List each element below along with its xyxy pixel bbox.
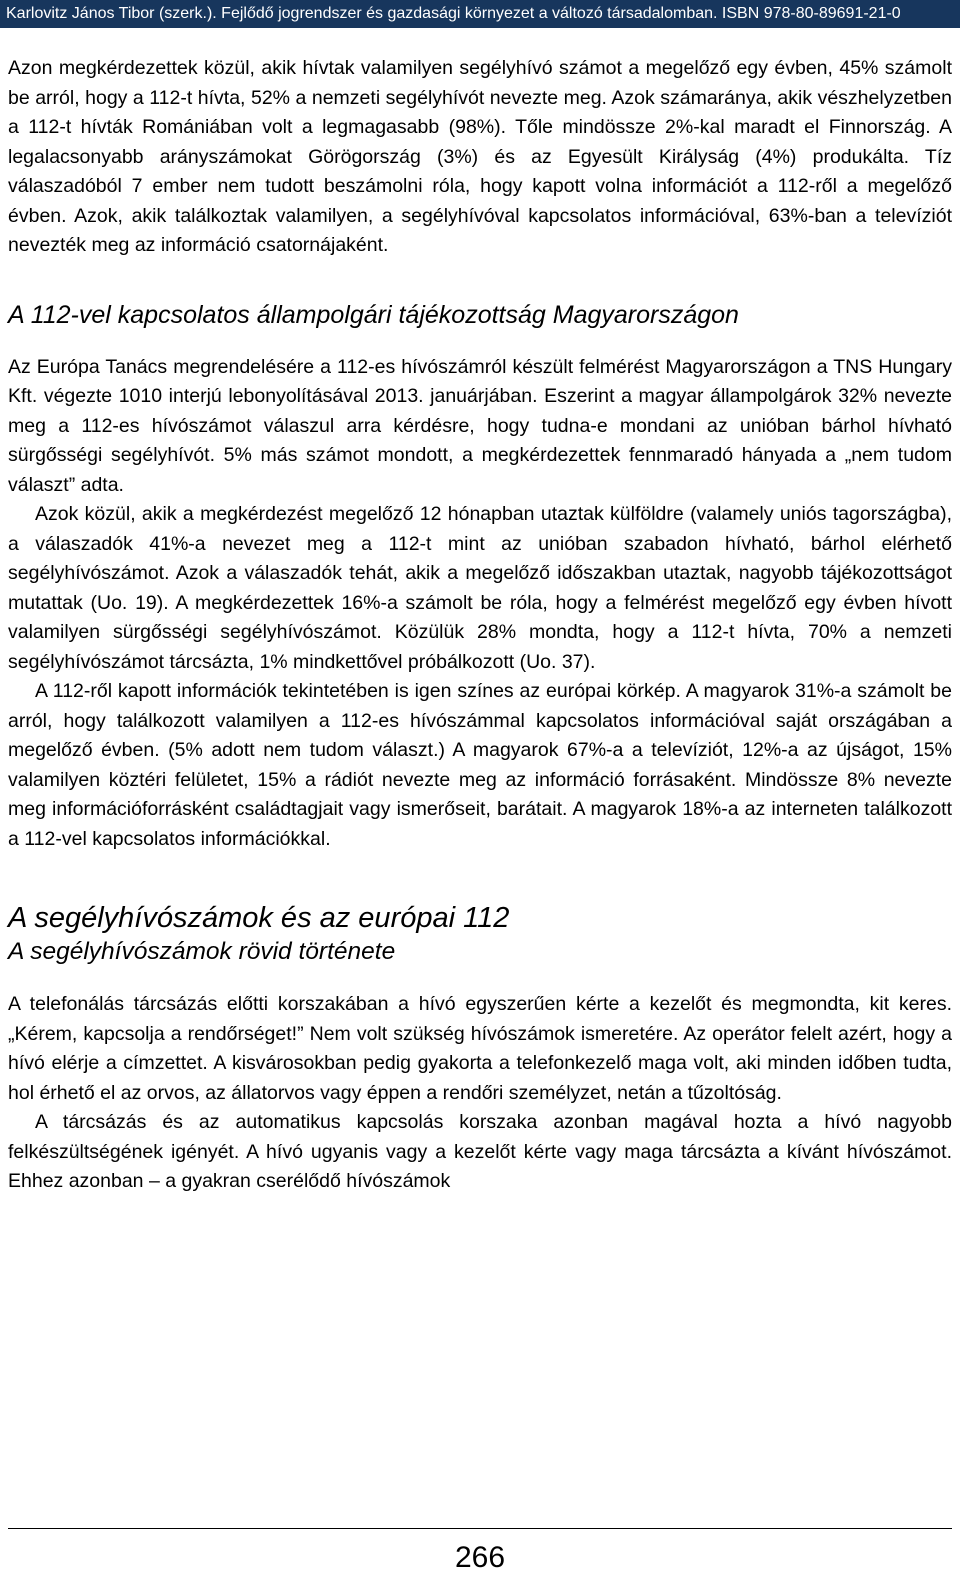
body-paragraph: A tárcsázás és az automatikus kapcsolás korszaka azonban magával hozta a hívó nagyobb felkészültségének igényét. A hívó ugyanis vagy a kezelőt kérte vagy maga tárcsázta a kívánt hívószámot. Ehhez azonban – a gyakran cserélődő hívószámok (8, 1111, 952, 1192)
subsection-heading: A segélyhívószámok rövid története (8, 938, 396, 965)
body-paragraph: Azok közül, akik a megkérdezést megelőző 12 hónapban utaztak külföldre (valamely uniós tagországba), a válaszadók 41%-a nevezet meg a 112-t mint az unióban szabadon hívható, bárhol elérhető segélyhívószámot. Azok a válaszadók tehát, akik a megelőző időszakban utaztak, nagyobb tájékozottságot mutattak (Uo. 19). A megkérdezettek 16%-a számolt be róla, hogy a felmérést megelőző egy évben hívott valamilyen sürgősségi segélyhívószámot. Közülük 28% mondta, hogy a 112-t hívta, 70% a nemzeti segélyhívószámot tárcsázta, 1% mindkettővel próbálkozott (Uo. 37). (8, 503, 952, 673)
document-body (8, 54, 952, 1197)
running-header (0, 0, 960, 28)
chapter-heading: A segélyhívószámok és az európai 112 (8, 902, 510, 934)
body-paragraph: A 112-ről kapott információk tekintetében is igen színes az európai körkép. A magyarok 31%-a számolt be arról, hogy találkozott valamilyen a 112-es hívószámmal kapcsolatos információval saját országában a megelőző évben. (5% adott nem tudom választ.) A magyarok 67%-a a televíziót, 12%-a az újságot, 15% valamilyen köztéri felületet, 15% a rádiót nevezte meg az információ forrásaként. Mindössze 8% nevezte meg információforrásként családtagjait vagy ismerőseit, barátait. A magyarok 18%-a az interneten találkozott a 112-vel kapcsolatos információkkal. (8, 680, 952, 850)
footer-divider (8, 1528, 952, 1529)
page-footer (0, 1528, 960, 1585)
intro-paragraph: Azon megkérdezettek közül, akik hívtak valamilyen segélyhívó számot a megelőző egy évben, 45% számolt be arról, hogy a 112-t hívta, 52% a nemzeti segélyhívót nevezte meg. Azok számaránya, akik vészhelyzetben a 112-t hívták Romániában volt a legmagasabb (98%). Tőle mindössze 2%-kal maradt el Finnország. A legalacsonyabb arányszámokat Görögország (3%) és az Egyesült Királyság (4%) produkálta. Tíz válaszadóból 7 ember nem tudott beszámolni róla, hogy kapott volna információt a 112-ről a megelőző évben. Azok, akik találkoztak valamilyen, a segélyhívóval kapcsolatos információval, 63%-ban a televíziót nevezték meg az információ csatornájaként. (8, 57, 952, 256)
body-paragraph: Az Európa Tanács megrendelésére a 112-es hívószámról készült felmérést Magyarországon a TNS Hungary Kft. végezte 1010 interjú lebonyolításával 2013. januárjában. Eszerint a magyar állampolgárok 32% nevezte meg a 112-es hívószámot válaszul arra kérdésre, hogy tudna-e mondani az unióban bárhol hívható sürgősségi segélyhívót. 5% más számot mondott, a megkérdezettek fennmaradó hányada a „nem tudom választ” adta. (8, 355, 952, 496)
running-header-text: Karlovitz János Tibor (szerk.). Fejlődő jogrendszer és gazdasági környezet a változó társadalomban. ISBN 978-80-89691-21-0 (6, 5, 901, 22)
body-paragraph: A telefonálás tárcsázás előtti korszakában a hívó egyszerűen kérte a kezelőt és megmondta, kit keres. „Kérem, kapcsolja a rendőrséget!” Nem volt szükség hívószámok ismeretére. Az operátor felelt azért, hogy a hívó elérje a címzettet. A kisvárosokban pedig gyakorta a telefonkezelő maga volt, aki minden időben tudta, hol érhető el az orvos, az állatorvos vagy éppen a rendőri személyzet, netán a tűzoltóság. (8, 993, 952, 1104)
section-heading-112-hungary: A 112-vel kapcsolatos állampolgári tájékozottság Magyarországon (8, 300, 739, 329)
page-number: 266 (454, 1541, 506, 1574)
